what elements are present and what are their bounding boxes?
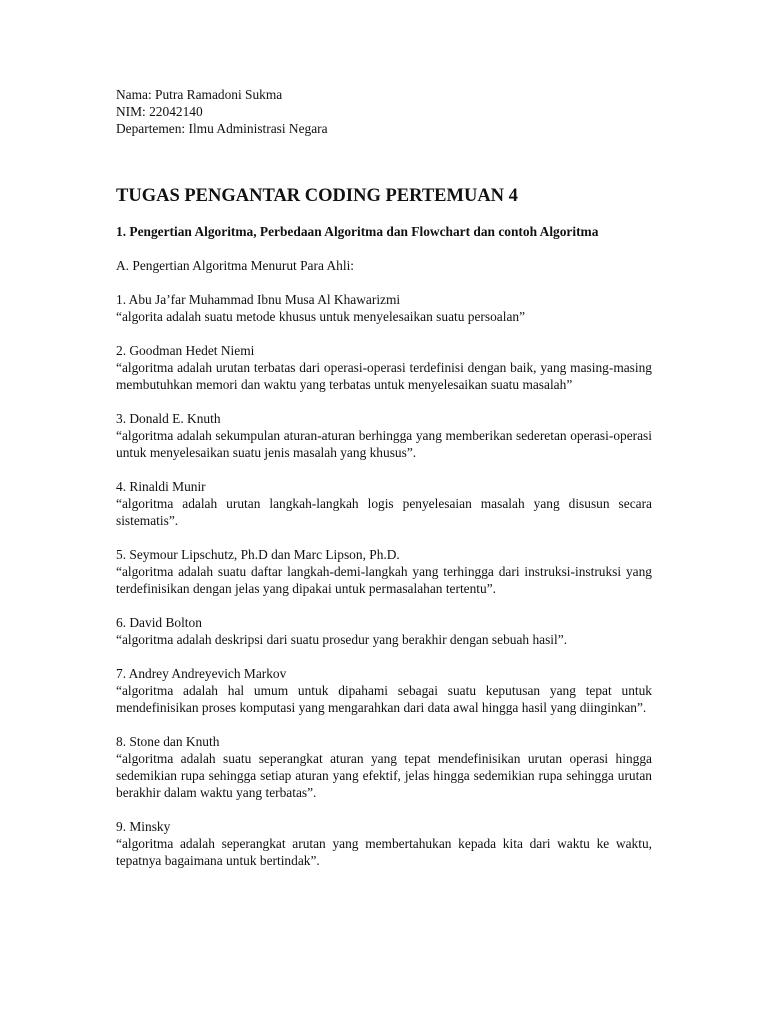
expert-item <box>116 342 652 393</box>
expert-quote: “algoritma adalah seperangkat arutan yang membertahukan kepada kita dari waktu ke waktu, tepatnya bagaimana untuk bertindak”. <box>116 836 652 868</box>
expert-quote: “algoritma adalah sekumpulan aturan-aturan berhingga yang memberikan sederetan operasi-operasi untuk menyelesaikan suatu jenis masalah yang khusus”. <box>116 428 652 460</box>
expert-item <box>116 614 652 648</box>
expert-item <box>116 818 652 869</box>
section-heading: 1. Pengertian Algoritma, Perbedaan Algoritma dan Flowchart dan contoh Algoritma <box>116 224 599 239</box>
expert-quote: “algoritma adalah suatu seperangkat aturan yang tepat mendefinisikan urutan operasi hingga sedemikian rupa sehingga setiap aturan yang efektif, jelas hingga sedemikian rupa sehingga urutan berakhir dalam waktu yang terbatas”. <box>116 751 652 800</box>
expert-quote: “algoritma adalah urutan terbatas dari operasi-operasi terdefinisi dengan baik, yang masing-masing membutuhkan memori dan waktu yang terbatas untuk menyelesaikan suatu masalah” <box>116 360 652 392</box>
expert-name: 7. Andrey Andreyevich Markov <box>116 666 287 681</box>
expert-quote: “algoritma adalah deskripsi dari suatu prosedur yang berakhir dengan sebuah hasil”. <box>116 632 568 647</box>
expert-item <box>116 410 652 461</box>
student-name: Nama: Putra Ramadoni Sukma <box>116 87 283 102</box>
expert-quote: “algoritma adalah urutan langkah-langkah logis penyelesaian masalah yang disusun secara sistematis”. <box>116 496 652 528</box>
expert-item <box>116 291 652 325</box>
expert-quote: “algorita adalah suatu metode khusus untuk menyelesaikan suatu persoalan” <box>116 309 526 324</box>
expert-name: 3. Donald E. Knuth <box>116 411 221 426</box>
expert-item <box>116 478 652 529</box>
expert-quote: “algoritma adalah hal umum untuk dipahami sebagai suatu keputusan yang tepat untuk mendefinisikan proses komputasi yang mengarahkan dari data awal hingga hasil yang diinginkan”. <box>116 683 652 715</box>
expert-name: 8. Stone dan Knuth <box>116 734 220 749</box>
expert-item <box>116 733 652 801</box>
expert-item <box>116 546 652 597</box>
document-page <box>116 86 652 869</box>
document-title: TUGAS PENGANTAR CODING PERTEMUAN 4 <box>116 186 518 206</box>
subheading: A. Pengertian Algoritma Menurut Para Ahli: <box>116 258 355 273</box>
expert-name: 1. Abu Ja’far Muhammad Ibnu Musa Al Khawarizmi <box>116 292 401 307</box>
expert-name: 6. David Bolton <box>116 615 202 630</box>
expert-quote: “algoritma adalah suatu daftar langkah-demi-langkah yang terhingga dari instruksi-instruksi yang terdefinisikan dengan jelas yang dipakai untuk permasalahan tertentu”. <box>116 564 652 596</box>
expert-name: 5. Seymour Lipschutz, Ph.D dan Marc Lipson, Ph.D. <box>116 547 400 562</box>
experts-list <box>116 291 652 869</box>
expert-name: 4. Rinaldi Munir <box>116 479 206 494</box>
expert-name: 2. Goodman Hedet Niemi <box>116 343 255 358</box>
student-nim: NIM: 22042140 <box>116 104 203 119</box>
expert-item <box>116 665 652 716</box>
student-department: Departemen: Ilmu Administrasi Negara <box>116 121 328 136</box>
expert-name: 9. Minsky <box>116 819 171 834</box>
